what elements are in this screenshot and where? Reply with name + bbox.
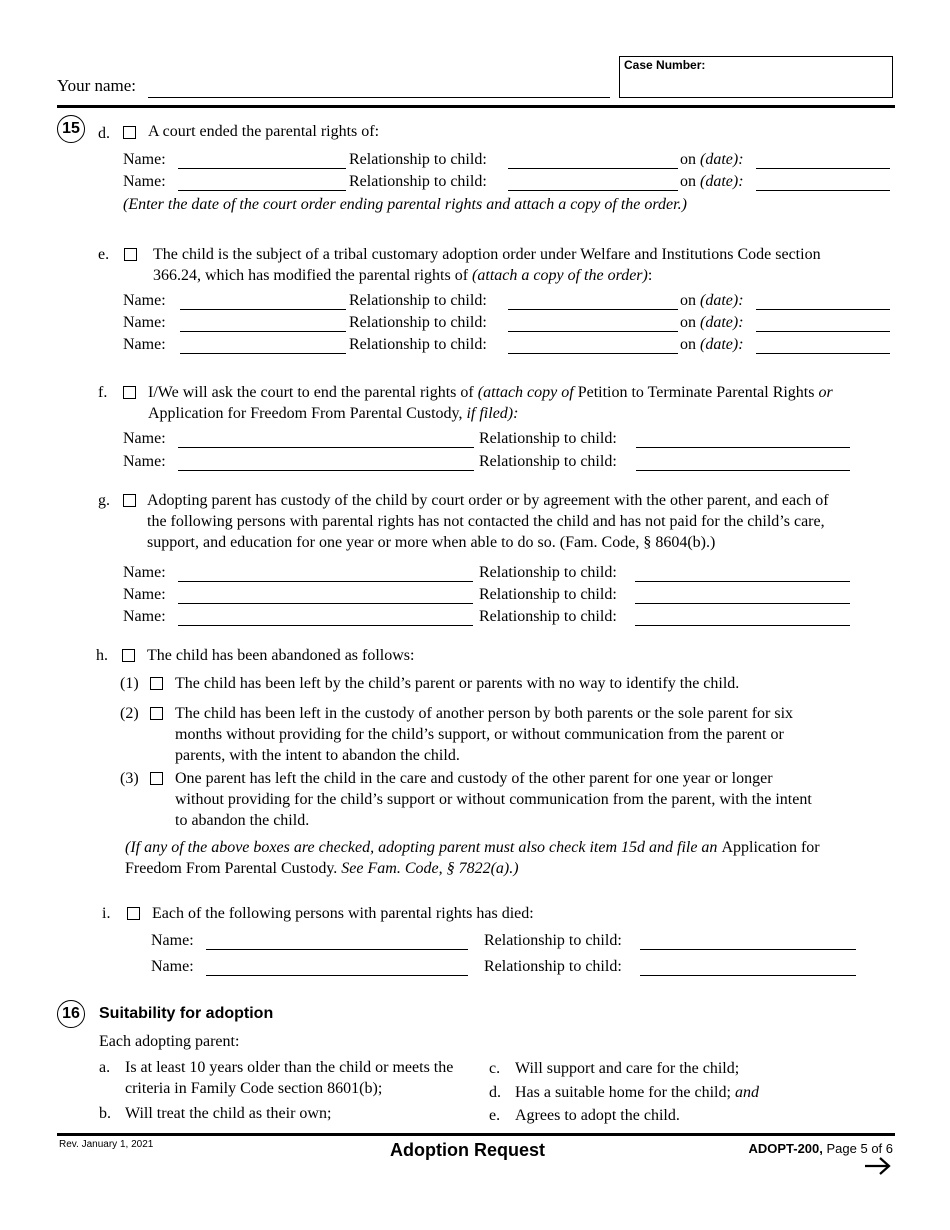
item-15h-note-line-1: (If any of the above boxes are checked, adopting parent must also check item 15d and file an Application for — [125, 839, 820, 856]
name-field[interactable] — [178, 470, 474, 471]
relationship-label: Relationship to child: — [479, 564, 617, 581]
item-15h3-line-2: without providing for the child’s support or without communication from the parent, with the intent — [175, 791, 812, 808]
item-15h1-checkbox[interactable] — [150, 677, 163, 690]
item-15i-letter: i. — [102, 905, 111, 922]
item-16-title: Suitability for adoption — [99, 1005, 274, 1022]
item-15h3-checkbox[interactable] — [150, 772, 163, 785]
item-15h2-line-3: parents, with the intent to abandon the child. — [175, 747, 460, 764]
revision-date: Rev. January 1, 2021 — [59, 1139, 154, 1150]
item-16a-letter: a. — [99, 1059, 111, 1076]
name-field[interactable] — [178, 447, 474, 448]
item-15h2-line-2: months without providing for the child’s support, or without communication from the parent or — [175, 726, 784, 743]
form-title: Adoption Request — [390, 1140, 545, 1160]
item-16e-letter: e. — [489, 1107, 501, 1124]
relationship-field[interactable] — [636, 470, 850, 471]
item-15f-line-2: Application for Freedom From Parental Custody, if filed): — [148, 405, 519, 422]
relationship-field[interactable] — [508, 309, 678, 310]
name-label: Name: — [151, 932, 194, 949]
your-name-label: Your name: — [57, 76, 137, 95]
name-field[interactable] — [180, 309, 346, 310]
footer-rule — [57, 1133, 895, 1136]
item-16d-letter: d. — [489, 1084, 501, 1101]
name-field[interactable] — [178, 581, 473, 582]
item-15d-letter: d. — [98, 125, 110, 142]
date-field[interactable] — [756, 168, 890, 169]
item-15e-letter: e. — [98, 246, 110, 263]
relationship-label: Relationship to child: — [479, 453, 617, 470]
item-15d-checkbox[interactable] — [123, 126, 136, 139]
relationship-label: Relationship to child: — [349, 292, 487, 309]
name-label: Name: — [123, 151, 166, 168]
name-label: Name: — [123, 314, 166, 331]
name-label: Name: — [123, 173, 166, 190]
relationship-field[interactable] — [508, 168, 678, 169]
name-field[interactable] — [180, 331, 346, 332]
name-field[interactable] — [206, 975, 468, 976]
item-15h3-line-1: One parent has left the child in the care and custody of the other parent for one year or longer — [175, 770, 773, 787]
item-15-number: 15 — [57, 115, 85, 143]
name-field[interactable] — [178, 625, 473, 626]
item-15h2-checkbox[interactable] — [150, 707, 163, 720]
relationship-field[interactable] — [640, 975, 856, 976]
item-15i-checkbox[interactable] — [127, 907, 140, 920]
item-15f-checkbox[interactable] — [123, 386, 136, 399]
on-date-label: on (date): — [680, 151, 744, 168]
relationship-field[interactable] — [635, 603, 850, 604]
form-id-page: ADOPT-200, Page 5 of 6 — [748, 1141, 893, 1156]
name-label: Name: — [123, 336, 166, 353]
item-15h-note-line-2: Freedom From Parental Custody. See Fam. Code, § 7822(a).) — [125, 860, 519, 877]
relationship-label: Relationship to child: — [479, 586, 617, 603]
on-date-label: on (date): — [680, 314, 744, 331]
item-15h2-line-1: The child has been left in the custody of another person by both parents or the sole parent for six — [175, 705, 794, 722]
name-label: Name: — [123, 608, 166, 625]
item-15h1-text: The child has been left by the child’s parent or parents with no way to identify the child. — [175, 675, 740, 692]
relationship-field[interactable] — [508, 331, 678, 332]
date-field[interactable] — [756, 353, 890, 354]
on-date-label: on (date): — [680, 336, 744, 353]
item-15d-text: A court ended the parental rights of: — [148, 123, 380, 140]
item-16a-line-2: criteria in Family Code section 8601(b); — [125, 1080, 383, 1097]
on-date-label: on (date): — [680, 173, 744, 190]
date-field[interactable] — [756, 190, 890, 191]
date-field[interactable] — [756, 331, 890, 332]
relationship-label: Relationship to child: — [484, 932, 622, 949]
name-label: Name: — [151, 958, 194, 975]
item-16d-text: Has a suitable home for the child; and — [515, 1084, 759, 1101]
item-15e-line-2: 366.24, which has modified the parental rights of (attach a copy of the order): — [153, 267, 653, 284]
relationship-field[interactable] — [635, 625, 850, 626]
your-name-field[interactable] — [148, 97, 610, 98]
item-15g-line-2: the following persons with parental rights has not contacted the child and has not paid for the child’s care, — [147, 513, 825, 530]
item-16c-text: Will support and care for the child; — [515, 1060, 740, 1077]
relationship-field[interactable] — [636, 447, 850, 448]
on-date-label: on (date): — [680, 292, 744, 309]
item-15h3-number: (3) — [120, 770, 139, 787]
item-16a-line-1: Is at least 10 years older than the child or meets the — [125, 1059, 454, 1076]
item-15e-checkbox[interactable] — [124, 248, 137, 261]
item-16b-text: Will treat the child as their own; — [125, 1105, 332, 1122]
relationship-label: Relationship to child: — [349, 151, 487, 168]
item-15f-letter: f. — [98, 384, 108, 401]
name-label: Name: — [123, 453, 166, 470]
relationship-field[interactable] — [635, 581, 850, 582]
item-16-number: 16 — [57, 1000, 85, 1028]
name-field[interactable] — [206, 949, 468, 950]
relationship-field[interactable] — [508, 190, 678, 191]
relationship-label: Relationship to child: — [349, 314, 487, 331]
item-15h-checkbox[interactable] — [122, 649, 135, 662]
item-16c-letter: c. — [489, 1060, 501, 1077]
item-16-intro: Each adopting parent: — [99, 1033, 240, 1050]
date-field[interactable] — [756, 309, 890, 310]
relationship-label: Relationship to child: — [349, 173, 487, 190]
item-16b-letter: b. — [99, 1105, 111, 1122]
case-number-label: Case Number: — [624, 58, 706, 72]
name-field[interactable] — [178, 603, 473, 604]
item-15d-note: (Enter the date of the court order ending parental rights and attach a copy of the order.) — [123, 196, 687, 213]
name-label: Name: — [123, 564, 166, 581]
item-15h3-line-3: to abandon the child. — [175, 812, 310, 829]
name-label: Name: — [123, 586, 166, 603]
item-15h-letter: h. — [96, 647, 108, 664]
item-15h-text: The child has been abandoned as follows: — [147, 647, 415, 664]
item-15h1-number: (1) — [120, 675, 139, 692]
relationship-label: Relationship to child: — [479, 430, 617, 447]
name-field[interactable] — [178, 168, 346, 169]
relationship-label: Relationship to child: — [479, 608, 617, 625]
item-15g-line-1: Adopting parent has custody of the child by court order or by agreement with the other parent, and each of — [147, 492, 829, 509]
name-label: Name: — [123, 430, 166, 447]
right-arrow-icon[interactable] — [864, 1157, 892, 1175]
relationship-label: Relationship to child: — [349, 336, 487, 353]
relationship-field[interactable] — [640, 949, 856, 950]
item-15h2-number: (2) — [120, 705, 139, 722]
item-15f-line-1: I/We will ask the court to end the parental rights of (attach copy of Petition to Terminate Parental Rights or — [148, 384, 833, 401]
name-label: Name: — [123, 292, 166, 309]
header-rule — [57, 105, 895, 108]
relationship-label: Relationship to child: — [484, 958, 622, 975]
name-field[interactable] — [178, 190, 346, 191]
item-15g-checkbox[interactable] — [123, 494, 136, 507]
item-15i-text: Each of the following persons with parental rights has died: — [152, 905, 534, 922]
case-number-box[interactable] — [619, 56, 893, 98]
item-16e-text: Agrees to adopt the child. — [515, 1107, 680, 1124]
item-15g-letter: g. — [98, 492, 110, 509]
relationship-field[interactable] — [508, 353, 678, 354]
name-field[interactable] — [180, 353, 346, 354]
item-15g-line-3: support, and education for one year or more when able to do so. (Fam. Code, § 8604(b).) — [147, 534, 716, 551]
item-15e-line-1: The child is the subject of a tribal customary adoption order under Welfare and Institutions Code section — [153, 246, 821, 263]
